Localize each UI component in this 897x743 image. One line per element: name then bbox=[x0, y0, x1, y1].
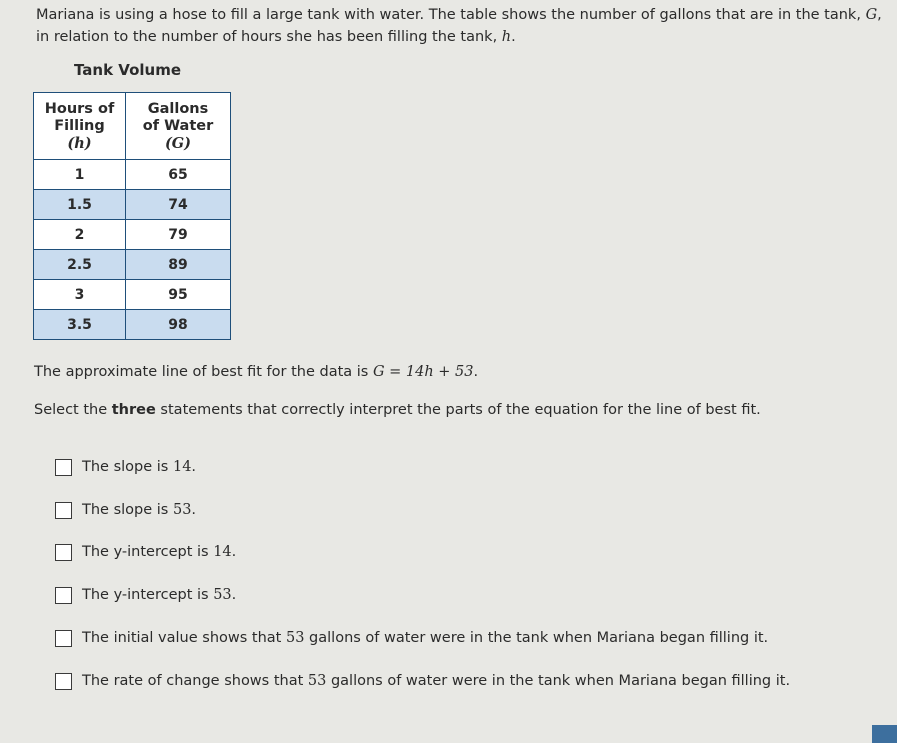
option-text: The y-intercept is bbox=[82, 587, 214, 603]
hours-cell: 1.5 bbox=[34, 190, 126, 220]
corner-tab bbox=[872, 725, 897, 743]
gallons-cell: 79 bbox=[126, 220, 231, 250]
table-row bbox=[34, 250, 231, 280]
option-text: . bbox=[231, 587, 237, 603]
header-gallons bbox=[126, 93, 231, 160]
best-fit-statement bbox=[34, 364, 478, 380]
variable-g: G bbox=[865, 7, 878, 23]
best-fit-end: . bbox=[473, 364, 479, 380]
hours-cell: 2 bbox=[34, 220, 126, 250]
option-text: gallons of water were in the tank when Mariana began filling it. bbox=[304, 630, 769, 646]
checkbox[interactable] bbox=[55, 630, 72, 647]
instruction-text bbox=[34, 402, 761, 418]
hours-cell: 3 bbox=[34, 280, 126, 310]
option-text: The rate of change shows that bbox=[82, 673, 308, 689]
checkbox[interactable] bbox=[55, 459, 72, 476]
instruction-part: statements that correctly interpret the parts of the equation for the line of best fit. bbox=[155, 402, 761, 418]
gallons-cell: 65 bbox=[126, 160, 231, 190]
table-title: Tank Volume bbox=[74, 61, 182, 79]
option-label bbox=[82, 459, 196, 475]
checkbox[interactable] bbox=[55, 502, 72, 519]
instruction-emphasis: three bbox=[111, 402, 156, 418]
hours-cell: 1 bbox=[34, 160, 126, 190]
hours-cell: 3.5 bbox=[34, 310, 126, 340]
option-label bbox=[82, 502, 196, 518]
option-rate-of-change[interactable] bbox=[55, 671, 790, 691]
option-text: . bbox=[231, 544, 237, 560]
header-line: Gallons bbox=[147, 100, 209, 117]
question-text-part: , in relation to the number of hours she has been filling the tank, bbox=[36, 7, 882, 45]
option-text: The slope is bbox=[82, 502, 173, 518]
option-slope-53[interactable] bbox=[55, 500, 196, 520]
option-text: . bbox=[191, 459, 197, 475]
option-value: 53 bbox=[285, 630, 305, 646]
option-y-intercept-53[interactable] bbox=[55, 585, 236, 605]
header-line: of Water bbox=[142, 117, 214, 134]
option-value: 14 bbox=[213, 544, 232, 560]
checkbox[interactable] bbox=[55, 544, 72, 561]
gallons-cell: 89 bbox=[126, 250, 231, 280]
option-text: The initial value shows that bbox=[82, 630, 286, 646]
table-row bbox=[34, 280, 231, 310]
gallons-cell: 95 bbox=[126, 280, 231, 310]
table-row bbox=[34, 220, 231, 250]
hours-cell: 2.5 bbox=[34, 250, 126, 280]
option-y-intercept-14[interactable] bbox=[55, 542, 236, 562]
best-fit-equation: G = 14h + 53 bbox=[372, 364, 474, 380]
option-value: 14 bbox=[172, 459, 192, 475]
header-line: Hours of bbox=[44, 100, 115, 117]
header-line: Filling bbox=[54, 117, 105, 134]
checkbox[interactable] bbox=[55, 673, 72, 690]
checkbox[interactable] bbox=[55, 587, 72, 604]
header-line: (h) bbox=[67, 134, 92, 152]
gallons-cell: 98 bbox=[126, 310, 231, 340]
question-text-part: . bbox=[511, 29, 516, 45]
instruction-part: Select the bbox=[34, 402, 112, 418]
option-slope-14[interactable] bbox=[55, 457, 196, 477]
header-line: (G) bbox=[164, 134, 192, 152]
table-header-row bbox=[34, 93, 231, 160]
best-fit-text: The approximate line of best fit for the data is bbox=[34, 364, 373, 380]
option-text: gallons of water were in the tank when Mariana began filling it. bbox=[326, 673, 791, 689]
option-value: 53 bbox=[307, 673, 327, 689]
option-label bbox=[82, 630, 768, 646]
tank-volume-table bbox=[33, 92, 231, 340]
option-value: 53 bbox=[213, 587, 232, 603]
table-row bbox=[34, 190, 231, 220]
option-label bbox=[82, 587, 236, 603]
question-text bbox=[36, 4, 886, 48]
option-value: 53 bbox=[172, 502, 192, 518]
option-text: The y-intercept is bbox=[82, 544, 214, 560]
table-row bbox=[34, 160, 231, 190]
header-hours bbox=[34, 93, 126, 160]
option-text: . bbox=[191, 502, 197, 518]
option-label bbox=[82, 673, 790, 689]
gallons-cell: 74 bbox=[126, 190, 231, 220]
question-text-part: Mariana is using a hose to fill a large tank with water. The table shows the number of gallons that are in the tank, bbox=[36, 7, 866, 23]
variable-h: h bbox=[501, 29, 512, 45]
option-initial-value[interactable] bbox=[55, 628, 768, 648]
option-label bbox=[82, 544, 236, 560]
table-row bbox=[34, 310, 231, 340]
option-text: The slope is bbox=[82, 459, 173, 475]
